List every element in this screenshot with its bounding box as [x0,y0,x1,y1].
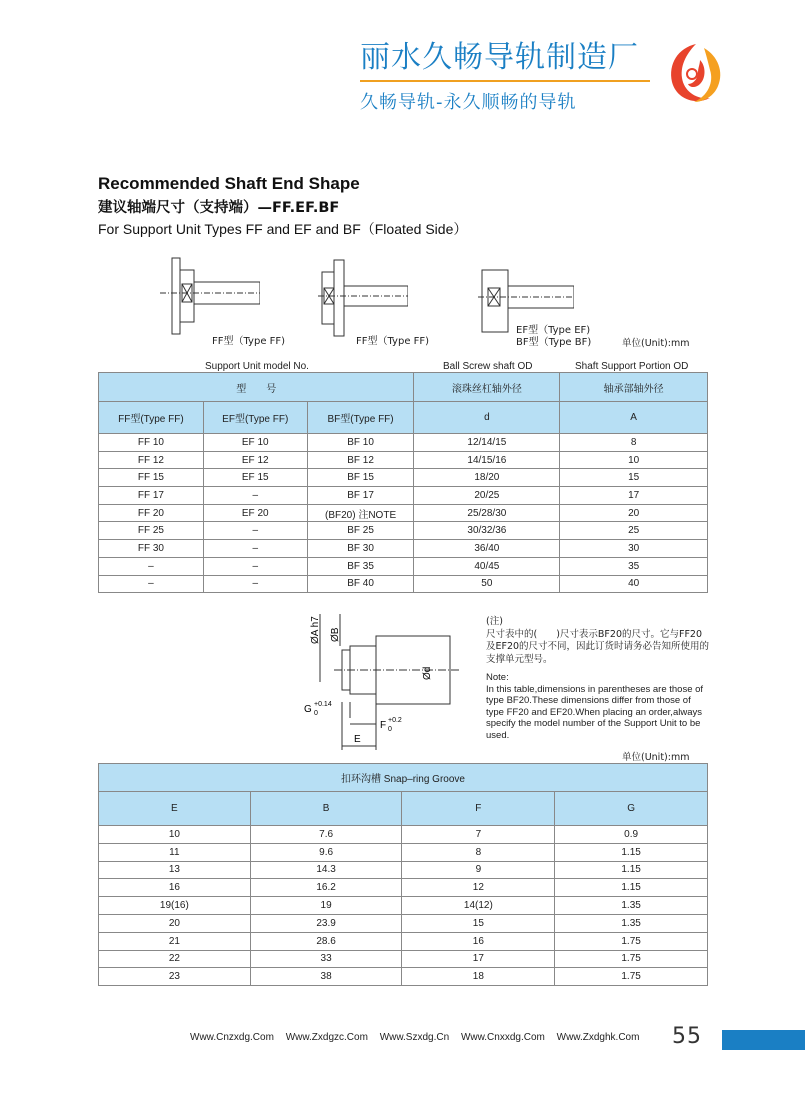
header-e: E [99,792,251,826]
dim-a-label: ØA h7 [310,616,321,644]
dim-f-label: F [380,720,387,731]
note-portion: Shaft Support Portion OD [575,361,689,372]
table-row: FF 20 EF 20 (BF20) 注NOTE 25/28/30 20 [99,504,708,522]
note-model: Support Unit model No. [205,361,309,372]
footer-links [190,1032,648,1043]
title-english: Recommended Shaft End Shape [98,174,360,193]
header-d: d [414,402,560,434]
header-shaft: 滚珠丝杠轴外径 [414,373,560,402]
footer-link[interactable]: Www.Cnxxdg.Com [460,1032,545,1043]
dim-g-label: G [304,704,312,715]
table-row: FF 15 EF 15 BF 15 18/20 15 [99,469,708,487]
table-row: FF 25 – BF 25 30/32/36 25 [99,522,708,540]
table-row: – – BF 40 50 40 [99,575,708,593]
unit-label-1: 单位(Unit):mm [622,338,690,349]
table-row: FF 30 – BF 30 36/40 30 [99,540,708,558]
note-block [486,616,711,741]
ff-type-label-1: FF型（Type FF) [212,336,286,347]
dim-b-label: ØB [330,627,341,642]
header-model: 型 号 [99,373,414,402]
table-row: FF 12 EF 12 BF 12 14/15/16 10 [99,451,708,469]
shaft-end-diagram [300,606,470,754]
section-titles [98,174,467,239]
table-row: FF 10 EF 10 BF 10 12/14/15 8 [99,434,708,452]
title-subtitle: For Support Unit Types FF and EF and BF（Floated Side） [98,221,468,237]
table-row: 16 16.2 12 1.15 [99,879,708,897]
dim-f-tol0: 0 [388,726,392,733]
table-row: 10 7.6 7 0.9 [99,826,708,844]
bf-type-label: BF型（Type BF) [516,337,592,348]
table-row: – – BF 35 40/45 35 [99,557,708,575]
header-ff: FF型(Type FF) [99,402,204,434]
table-row: 13 14.3 9 1.15 [99,861,708,879]
header-f: F [402,792,555,826]
brand-name: 丽水久畅导轨制造厂 [360,40,639,75]
header-g: G [555,792,708,826]
table-row: 20 23.9 15 1.35 [99,914,708,932]
note-en-body: In this table,dimensions in parentheses are those of type BF20.These dimensions differ from those of type FF20 and EF20.When placing an order,always specify the model number of the Support Unit to be used. [486,683,704,741]
unit-label-2: 单位(Unit):mm [622,752,690,763]
table-row: 21 28.6 16 1.75 [99,932,708,950]
table-row: 19(16) 19 14(12) 1.35 [99,897,708,915]
dim-f-tol: +0.2 [388,717,402,724]
dim-g-tol0: 0 [314,710,318,717]
footer-link[interactable]: Www.Cnzxdg.Com [190,1032,274,1043]
note-en-title: Note: [486,672,509,683]
dim-e-label: E [354,734,361,745]
brand-slogan: 久畅导轨-永久顺畅的导轨 [360,92,577,113]
header-bf: BF型(Type FF) [307,402,414,434]
page-number: 55 [672,1024,702,1049]
footer-link[interactable]: Www.Zxdghk.Com [556,1032,640,1043]
brand-header [360,40,660,114]
note-cn-title: (注) [486,616,503,627]
note-cn-body: 尺寸表中的( )尺寸表示BF20的尺寸。它与FF20及EF20的尺寸不同，因此订货时请务必告知所使用的支撑单元型号。 [486,628,710,665]
footer-link[interactable]: Www.Zxdgzc.Com [285,1032,368,1043]
header-b: B [250,792,402,826]
dim-g-tol: +0.14 [314,701,332,708]
ef-type-label: EF型（Type EF) [516,325,591,336]
ff-type-diagram-2 [318,258,408,338]
header-a: A [560,402,708,434]
snap-ring-groove-table [98,763,708,986]
page-accent-bar [722,1030,805,1050]
title-chinese: 建议轴端尺寸（支持端）—FF.EF.BF [98,200,340,216]
support-unit-table [98,372,708,593]
ff-type-diagram-1 [160,256,260,336]
header-portion: 轴承部轴外径 [560,373,708,402]
dim-d-label: Ød [422,666,433,680]
company-logo-icon [660,38,732,110]
table-row: 23 38 18 1.75 [99,968,708,986]
header-ef: EF型(Type FF) [203,402,307,434]
table-row: 22 33 17 1.75 [99,950,708,968]
footer-link[interactable]: Www.Szxdg.Cn [379,1032,450,1043]
table-row: FF 17 – BF 17 20/25 17 [99,487,708,505]
brand-divider [360,80,650,82]
snap-ring-title: 扣环沟槽 Snap–ring Groove [99,764,708,792]
note-shaft: Ball Screw shaft OD [443,361,533,372]
table-row: 11 9.6 8 1.15 [99,843,708,861]
ff-type-label-2: FF型（Type FF) [356,336,430,347]
